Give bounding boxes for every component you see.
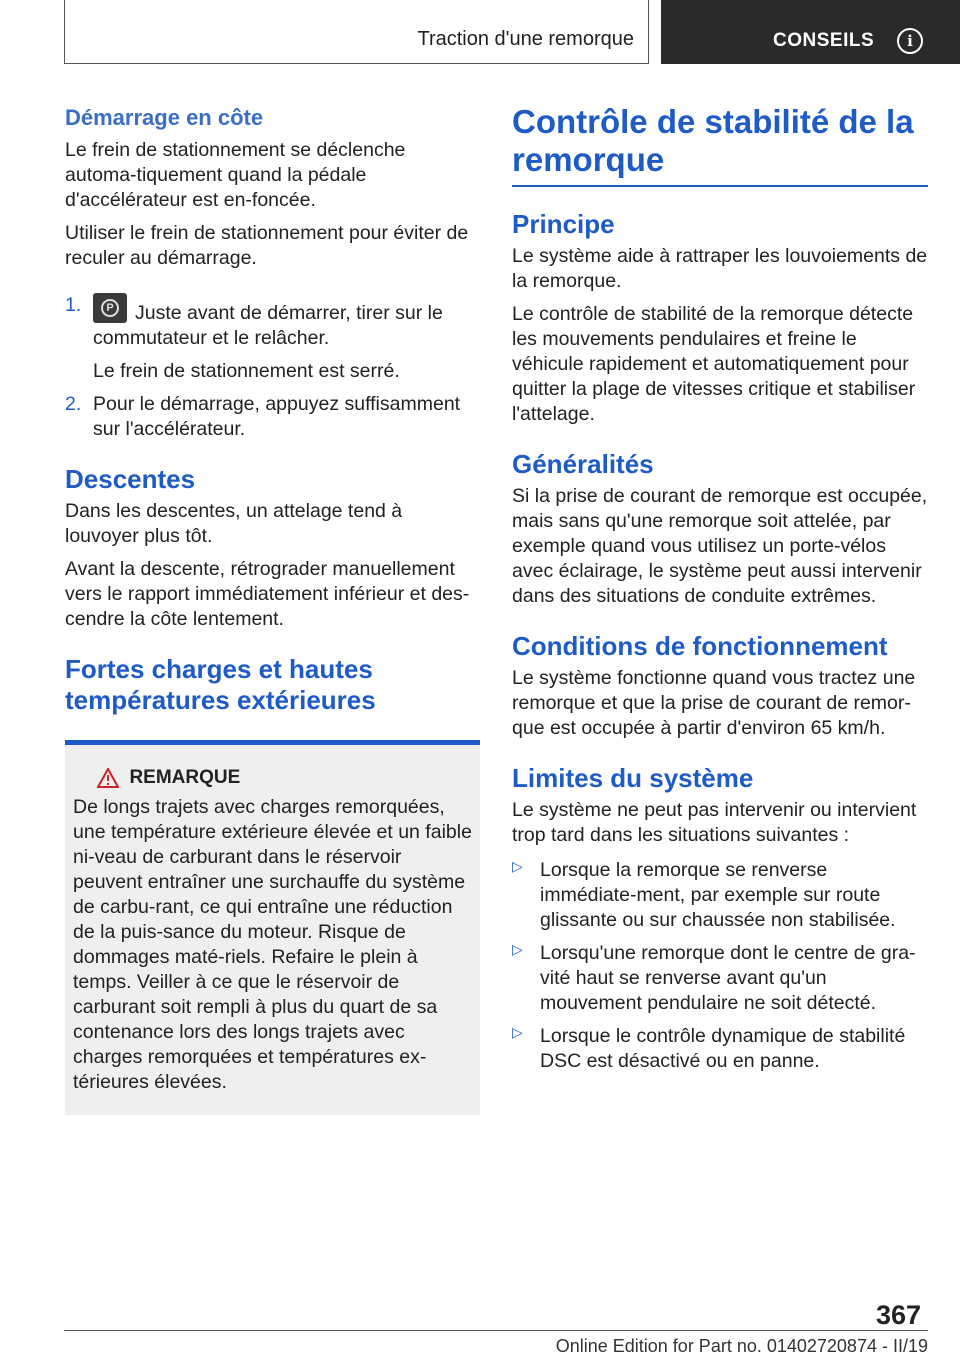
chapter-title: CONSEILS — [773, 30, 875, 51]
header-section-box — [64, 0, 649, 64]
info-icon[interactable]: i — [897, 28, 923, 54]
paragraph: Avant la descente, rétrograder manuellement vers le rapport immédiatement inférieur et des-cendre la côte lentement. — [65, 558, 470, 630]
heading-rule — [512, 185, 928, 187]
step-number: 1. — [65, 294, 82, 316]
edition-text: Online Edition for Part no. 01402720874 - II/19 — [555, 1336, 928, 1356]
heading-fortes-charges: Fortes charges et hautes températures extérieures — [65, 654, 376, 715]
heading-conditions: Conditions de fonctionnement — [512, 630, 888, 661]
page-header — [0, 0, 960, 66]
parking-brake-icon: P — [93, 293, 127, 323]
warning-icon — [97, 768, 119, 788]
note-title: REMARQUE — [129, 767, 241, 788]
chapter-tab[interactable] — [661, 0, 960, 64]
heading-generalites: Généralités — [512, 448, 654, 479]
step-text: Pour le démarrage, appuyez suffisamment sur l'accélérateur. — [93, 393, 461, 440]
step-1 — [65, 293, 480, 384]
list-item — [512, 941, 928, 1016]
step-text: Juste avant de démarrer, tirer sur le commutateur et le relâcher. — [93, 302, 443, 349]
triangle-bullet-icon: ▷ — [512, 1023, 523, 1040]
step-number: 2. — [65, 393, 82, 415]
list-item-text: Lorsqu'une remorque dont le centre de gra-vité haut se renverse avant qu'un mouvement pendulaire ne soit détecté. — [540, 941, 916, 1014]
list-item — [512, 1024, 928, 1074]
warning-note — [65, 740, 480, 1115]
list-item-text: Lorsque le contrôle dynamique de stabilité DSC est désactivé ou en panne. — [540, 1024, 906, 1072]
page-number: 367 — [876, 1300, 922, 1330]
list-item — [512, 858, 928, 933]
paragraph: Le frein de stationnement se déclenche automa-tiquement quand la pédale d'accélérateur est en-foncée. — [65, 139, 406, 211]
paragraph: Utiliser le frein de stationnement pour éviter de reculer au démarrage. — [65, 222, 469, 269]
step-2 — [65, 392, 480, 442]
paragraph: Dans les descentes, un attelage tend à louvoyer plus tôt. — [65, 500, 403, 547]
heading-limites: Limites du système — [512, 762, 754, 793]
triangle-bullet-icon: ▷ — [512, 940, 523, 957]
heading-demarrage-en-cote: Démarrage en côte — [65, 105, 264, 130]
heading-principe: Principe — [512, 208, 615, 239]
paragraph: Le système fonctionne quand vous tractez une remorque et que la prise de courant de remor-que est occupée à partir d'environ 65 km/h. — [512, 666, 916, 739]
heading-descentes: Descentes — [65, 464, 196, 494]
left-column — [65, 100, 480, 1115]
section-title: Traction d'une remorque — [417, 28, 634, 50]
paragraph: Le système ne peut pas intervenir ou intervient trop tard dans les situations suivantes : — [512, 798, 917, 846]
step-result: Le frein de stationnement est serré. — [93, 360, 400, 382]
triangle-bullet-icon: ▷ — [512, 857, 523, 874]
note-text: De longs trajets avec charges remorquées, une température extérieure élevée et un faible ni-veau de carburant dans le réservoir peuvent entraîner une surchauffe du système de carbu-rant, ce qui entraîne une réduction de la puis-sance du moteur. Risque de dommages maté-riels. Refaire le plein à temps. Veiller à ce que le réservoir de carburant soit rempli à plus du quart de sa contenance lors des longs trajets avec charges remorquées et températures ex-térieures élevées. — [73, 796, 472, 1093]
paragraph: Le système aide à rattraper les louvoiements de la remorque. — [512, 244, 928, 292]
right-column — [512, 100, 928, 1074]
paragraph: Si la prise de courant de remorque est occupée, mais sans qu'une remorque soit attelée, par exemple quand vous utilisez un porte-vélos avec éclairage, le système peut aussi intervenir dans des situations de conduite extrêmes. — [512, 484, 928, 607]
list-item-text: Lorsque la remorque se renverse immédiate-ment, par exemple sur route glissante ou sur chaussée non stabilisée. — [540, 858, 896, 931]
heading-controle-stabilite: Contrôle de stabilité de la remorque — [512, 103, 914, 178]
paragraph: Le contrôle de stabilité de la remorque détecte les mouvements pendulaires et freine le véhicule rapidement et automatiquement pour quitter la plage de vitesses critique et stabiliser l'attelage. — [512, 302, 916, 425]
footer-rule — [64, 1330, 928, 1331]
